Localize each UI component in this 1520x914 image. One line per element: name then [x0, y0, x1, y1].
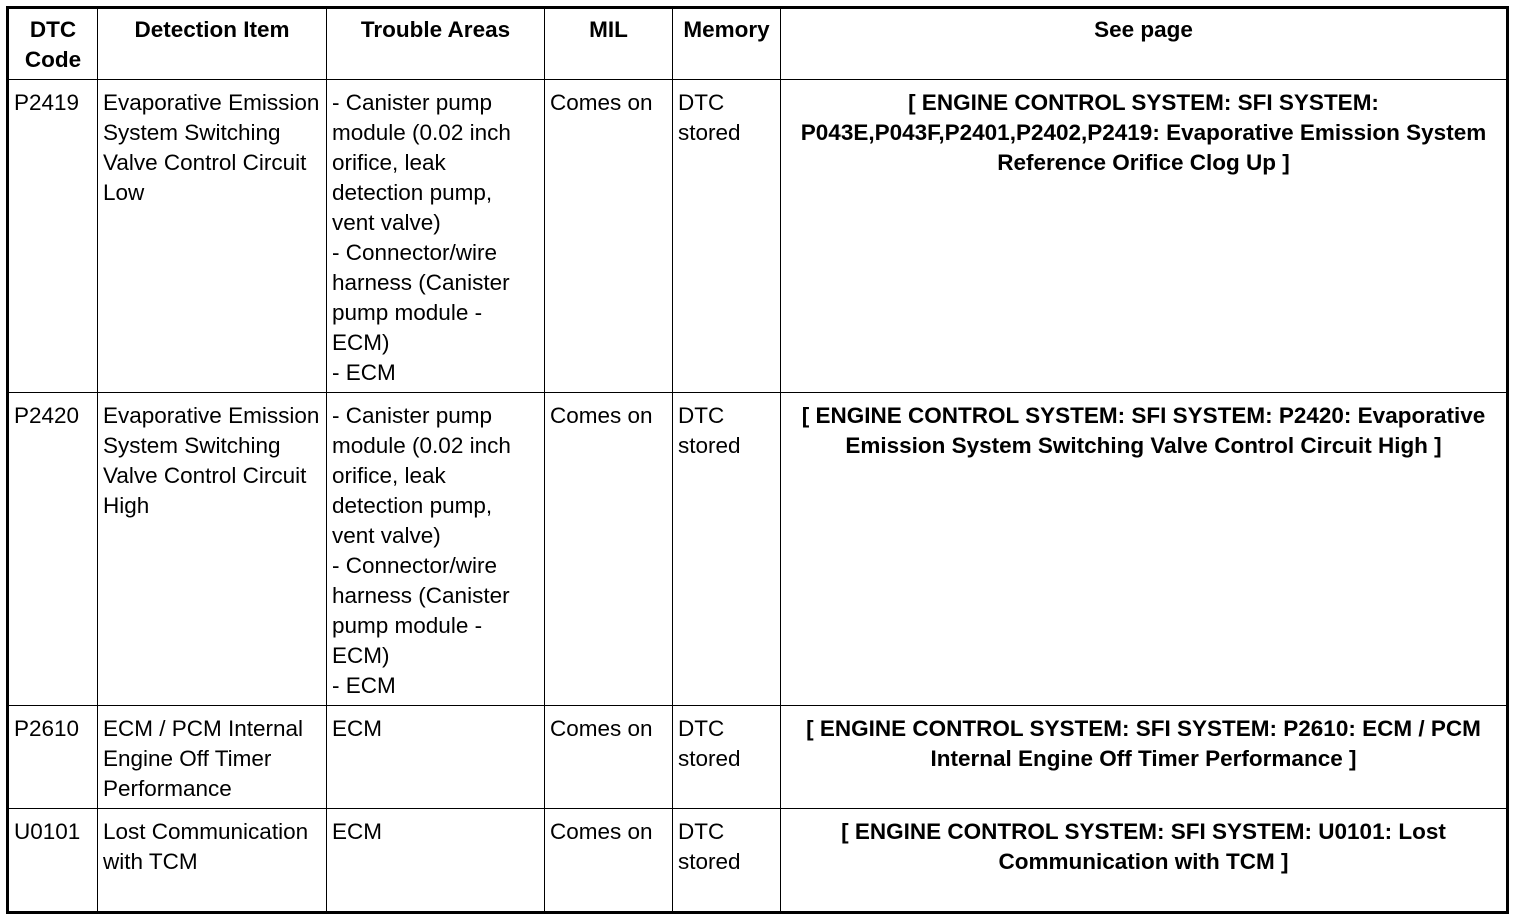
cell-memory: DTC stored	[673, 706, 781, 809]
trouble-area-item: - Connector/wire harness (Canister pump module - ECM)	[332, 240, 510, 355]
table-row	[8, 80, 1508, 393]
cell-see-page-link[interactable]: [ ENGINE CONTROL SYSTEM: SFI SYSTEM: P2610: ECM / PCM Internal Engine Off Timer Performance ]	[781, 706, 1508, 809]
cell-detection-item: Evaporative Emission System Switching Valve Control Circuit High	[98, 393, 327, 706]
header-mil: MIL	[545, 8, 673, 80]
header-dtc-code-line1: DTC	[29, 17, 77, 42]
cell-dtc-code: P2420	[8, 393, 98, 706]
header-detection-item: Detection Item	[98, 8, 327, 80]
header-see-page: See page	[781, 8, 1508, 80]
trouble-area-item: - Connector/wire harness (Canister pump module - ECM)	[332, 553, 510, 668]
cell-see-page-link[interactable]: [ ENGINE CONTROL SYSTEM: SFI SYSTEM: U0101: Lost Communication with TCM ]	[781, 809, 1508, 913]
cell-memory: DTC stored	[673, 393, 781, 706]
trouble-area-item: - ECM	[332, 673, 396, 698]
cell-dtc-code: U0101	[8, 809, 98, 913]
header-dtc-code-line2: Code	[24, 47, 82, 72]
table-header-row	[8, 8, 1508, 80]
dtc-document	[6, 6, 1506, 908]
cell-trouble-areas	[327, 80, 545, 393]
table-row	[8, 393, 1508, 706]
table-row	[8, 809, 1508, 913]
header-dtc-code	[8, 8, 98, 80]
cell-memory: DTC stored	[673, 80, 781, 393]
trouble-area-item: ECM	[332, 716, 382, 741]
header-trouble-areas: Trouble Areas	[327, 8, 545, 80]
trouble-area-item: - ECM	[332, 360, 396, 385]
cell-detection-item: Evaporative Emission System Switching Valve Control Circuit Low	[98, 80, 327, 393]
cell-trouble-areas	[327, 809, 545, 913]
trouble-area-item: ECM	[332, 819, 382, 844]
trouble-area-item: - Canister pump module (0.02 inch orifice, leak detection pump, vent valve)	[332, 90, 511, 235]
table-row	[8, 706, 1508, 809]
cell-dtc-code: P2610	[8, 706, 98, 809]
cell-trouble-areas	[327, 706, 545, 809]
cell-trouble-areas	[327, 393, 545, 706]
cell-detection-item: ECM / PCM Internal Engine Off Timer Performance	[98, 706, 327, 809]
cell-mil: Comes on	[545, 393, 673, 706]
trouble-area-item: - Canister pump module (0.02 inch orifice, leak detection pump, vent valve)	[332, 403, 511, 548]
cell-mil: Comes on	[545, 80, 673, 393]
dtc-table	[6, 6, 1509, 914]
cell-dtc-code: P2419	[8, 80, 98, 393]
cell-see-page-link[interactable]: [ ENGINE CONTROL SYSTEM: SFI SYSTEM: P043E,P043F,P2401,P2402,P2419: Evaporative Emission System Reference Orifice Clog Up ]	[781, 80, 1508, 393]
header-memory: Memory	[673, 8, 781, 80]
cell-mil: Comes on	[545, 809, 673, 913]
cell-memory: DTC stored	[673, 809, 781, 913]
cell-mil: Comes on	[545, 706, 673, 809]
cell-see-page-link[interactable]: [ ENGINE CONTROL SYSTEM: SFI SYSTEM: P2420: Evaporative Emission System Switching Valve Control Circuit High ]	[781, 393, 1508, 706]
cell-detection-item: Lost Communication with TCM	[98, 809, 327, 913]
